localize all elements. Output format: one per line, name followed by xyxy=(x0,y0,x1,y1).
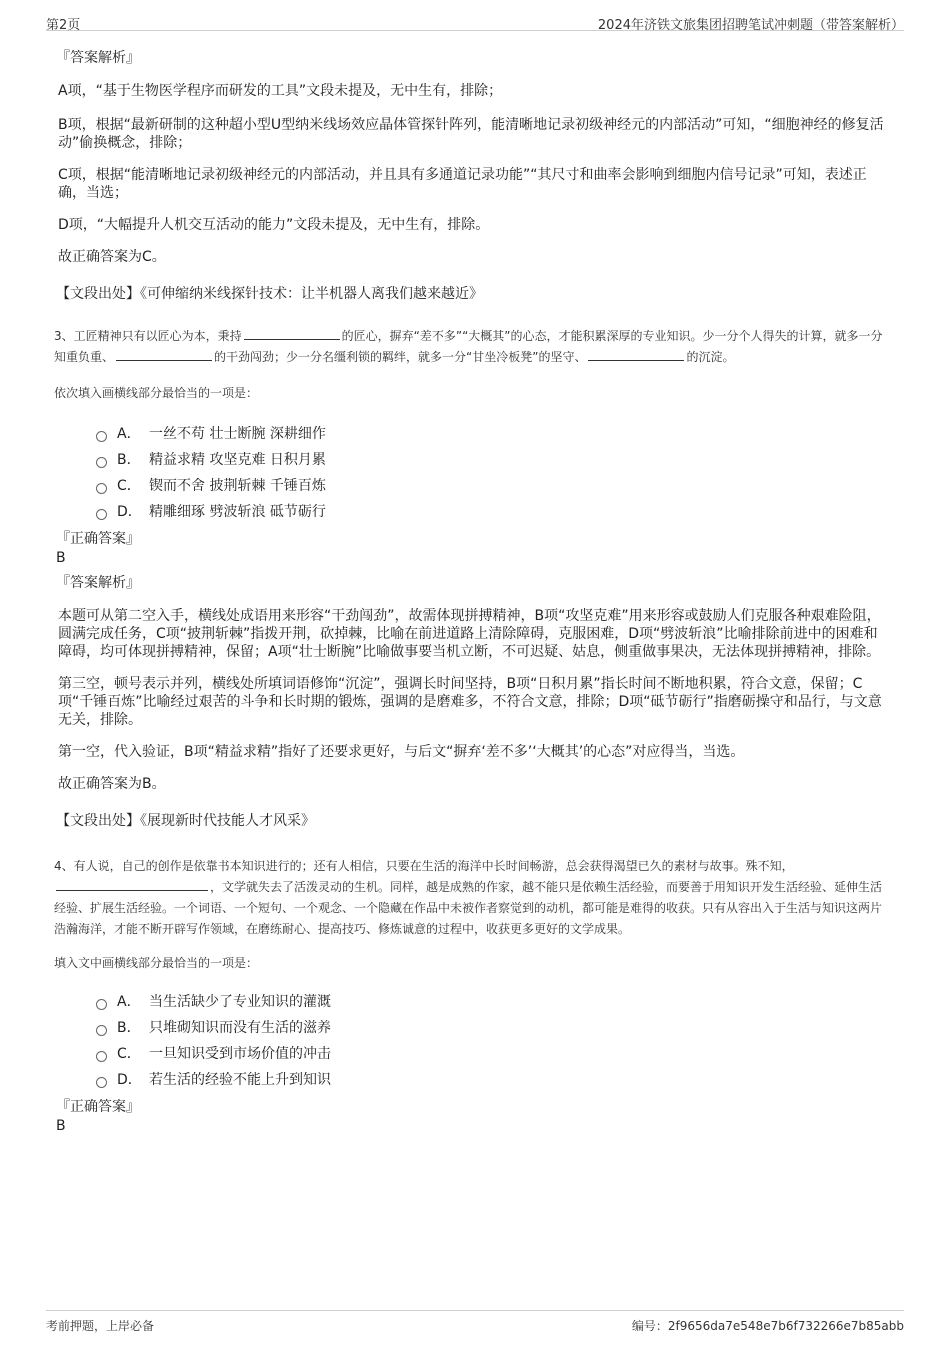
radio-icon[interactable] xyxy=(96,509,107,520)
q4-stem-tail: ，文学就失去了活泼灵动的生机。同样，越是成熟的作家，越不能只是依赖生活经验，而要善于用知识开发生活经验、延伸生活经验、扩展生活经验。一个词语、一个短句、一个观念、一个隐藏在作品中未被作者察觉到的动机，都可能是难得的收获。只有从容出入于生活与知识这两片浩瀚海洋，才能不断开辟写作领域，在磨练耐心、提高技巧、修炼诚意的过程中，收获更多更好的文学成果。 xyxy=(54,880,883,936)
q3-analysis-2: 第三空，顿号表示并列，横线处所填词语修饰“沉淀”，强调长时间坚持，B项“日积月累”指长时间不断地积累，符合文意，保留；C项“千锤百炼”比喻经过艰苦的斗争和长时期的锻炼，强调的是磨难多，不符合文意，排除；D项“砥节砺行”指磨砺操守和品行，与文意无关，排除。 xyxy=(58,676,882,728)
q4-stem-head: 4、有人说，自己的创作是依靠书本知识进行的；还有人相信，只要在生活的海洋中长时间畅游，总会获得渴望已久的素材与故事。殊不知， xyxy=(54,859,794,873)
q3-prompt: 依次填入画横线部分最恰当的一项是： xyxy=(54,386,259,400)
analysis-label: 『答案解析』 xyxy=(56,575,140,591)
q3-options xyxy=(96,421,884,525)
q4-options xyxy=(96,989,884,1093)
q3-option-d[interactable]: D． 精雕细琢 劈波斩浪 砥节砺行 xyxy=(96,499,884,525)
q4-option-c[interactable]: C． 一旦知识受到市场价值的冲击 xyxy=(96,1041,884,1067)
q3-blank-2 xyxy=(116,348,212,361)
q4-blank xyxy=(56,878,208,891)
document-title: 2024年济铁文旅集团招聘笔试冲刺题（带答案解析） xyxy=(597,18,904,33)
q4-answer: B xyxy=(56,1118,66,1134)
radio-icon[interactable] xyxy=(96,431,107,442)
q2-source: 【文段出处】《可伸缩纳米线探针技术：让半机器人离我们越来越近》 xyxy=(56,286,483,302)
q3-stem-part4: 的沉淀。 xyxy=(686,350,735,364)
q3-blank-3 xyxy=(588,348,684,361)
q4-stem xyxy=(54,856,884,940)
q3-stem-part3: 的干劲闯劲；少一分名缰利锁的羁绊，就多一分“甘坐冷板凳”的坚守、 xyxy=(214,350,587,364)
question-4 xyxy=(56,856,884,1135)
q4-option-a[interactable]: A． 当生活缺少了专业知识的灌溉 xyxy=(96,989,884,1015)
q2-analysis-a: A项，“基于生物医学程序而研发的工具”文段未提及，无中生有，排除； xyxy=(58,83,503,99)
q3-option-c[interactable]: C． 锲而不舍 披荆斩棘 千锤百炼 xyxy=(96,473,884,499)
q2-analysis-section xyxy=(56,46,884,304)
document-id: 编号：2f9656da7e548e7b6f732266e7b85abb xyxy=(631,1319,904,1333)
q3-stem-part1: 3、工匠精神只有以匠心为本，秉持 xyxy=(54,329,242,343)
q3-source: 【文段出处】《展现新时代技能人才风采》 xyxy=(56,813,315,829)
q4-option-d[interactable]: D． 若生活的经验不能上升到知识 xyxy=(96,1067,884,1093)
radio-icon[interactable] xyxy=(96,1025,107,1036)
q3-analysis-3: 第一空，代入验证，B项“精益求精”指好了还要求更好，与后文“摒弃‘差不多’‘大概其’的心态”对应得当，当选。 xyxy=(58,744,745,760)
q2-analysis-b: B项，根据“最新研制的这种超小型U型纳米线场效应晶体管探针阵列，能清晰地记录初级神经元的内部活动”可知，“细胞神经的修复活动”偷换概念，排除； xyxy=(58,117,884,151)
footer-slogan: 考前押题，上岸必备 xyxy=(46,1319,155,1333)
q3-answer: B xyxy=(56,550,66,566)
q3-option-b[interactable]: B． 精益求精 攻坚克难 日积月累 xyxy=(96,447,884,473)
q2-conclusion: 故正确答案为C。 xyxy=(58,249,166,265)
page-header xyxy=(46,10,904,31)
q4-prompt: 填入文中画横线部分最恰当的一项是： xyxy=(54,956,259,970)
q2-analysis-c: C项，根据“能清晰地记录初级神经元的内部活动，并且具有多通道记录功能”“其尺寸和曲率会影响到细胞内信号记录”可知，表述正确，当选； xyxy=(58,167,867,201)
q2-analysis-d: D项，“大幅提升人机交互活动的能力”文段未提及，无中生有，排除。 xyxy=(58,217,490,233)
page-footer xyxy=(46,1310,904,1335)
question-3 xyxy=(56,326,884,831)
q3-blank-1 xyxy=(244,327,340,340)
q3-analysis-1: 本题可从第二空入手，横线处成语用来形容“干劲闯劲”，故需体现拼搏精神，B项“攻坚克难”用来形容或鼓励人们克服各种艰难险阻，圆满完成任务，C项“披荆斩棘”指拨开荆，砍掉棘，比喻在前进道路上清除障碍，克服困难，D项“劈波斩浪”比喻排除前进中的困难和障碍，均可体现拼搏精神，保留；A项“壮士断腕”比喻做事要当机立断，不可迟疑、姑息，侧重做事果决，无法体现拼搏精神，排除。 xyxy=(58,608,881,660)
radio-icon[interactable] xyxy=(96,1051,107,1062)
q3-option-a[interactable]: A． 一丝不苟 壮士断腕 深耕细作 xyxy=(96,421,884,447)
q3-stem xyxy=(54,326,884,368)
radio-icon[interactable] xyxy=(96,1077,107,1088)
radio-icon[interactable] xyxy=(96,457,107,468)
q3-stem-part2: 的匠心，摒弃“差不多”“大概其”的心态，才能积累深厚的专业知识。少一分个人得失的计算，就多一分知重负重、 xyxy=(54,329,883,364)
page-number: 第2页 xyxy=(46,18,81,33)
q3-conclusion: 故正确答案为B。 xyxy=(58,776,166,792)
q4-option-b[interactable]: B． 只堆砌知识而没有生活的滋养 xyxy=(96,1015,884,1041)
analysis-label: 『答案解析』 xyxy=(56,50,140,66)
radio-icon[interactable] xyxy=(96,999,107,1010)
correct-answer-label: 『正确答案』 xyxy=(56,531,140,547)
correct-answer-label: 『正确答案』 xyxy=(56,1099,140,1115)
radio-icon[interactable] xyxy=(96,483,107,494)
